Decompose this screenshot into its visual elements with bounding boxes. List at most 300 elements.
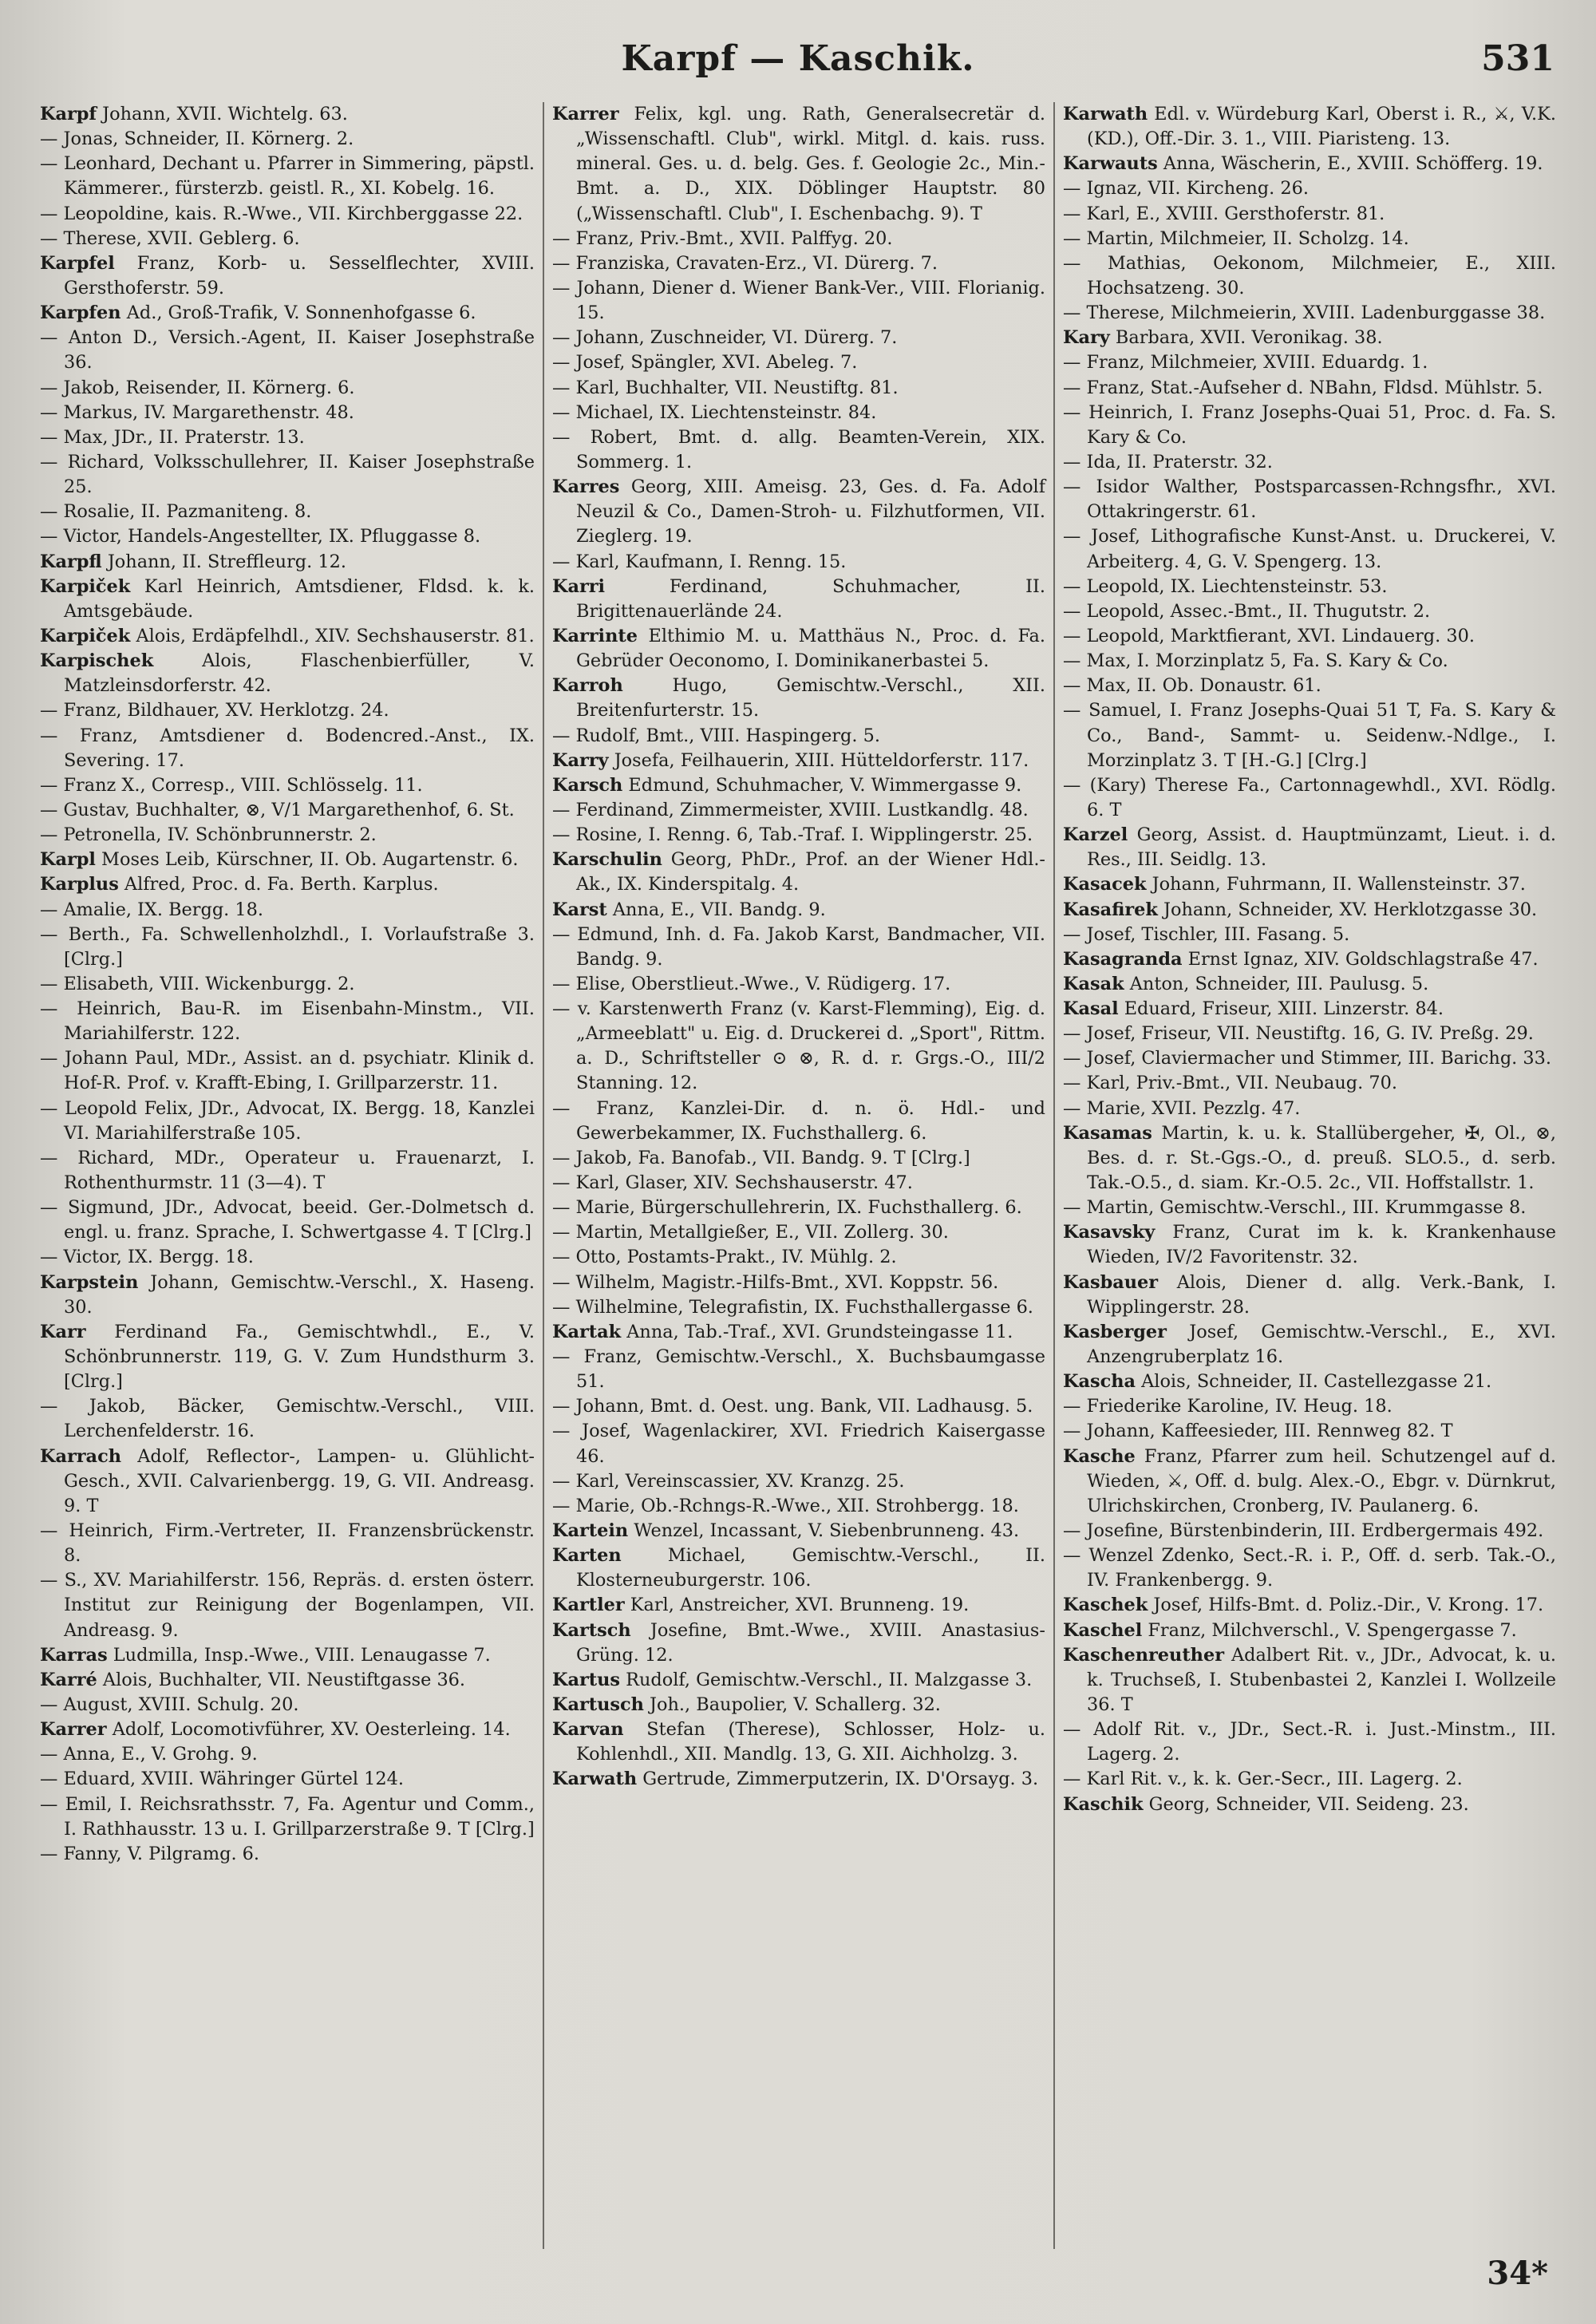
directory-entry <box>40 1271 535 1320</box>
entry-surname: Karten <box>552 1545 622 1567</box>
entry-text: — Anna, E., V. Grohg. 9. <box>40 1744 258 1765</box>
directory-entry <box>1063 1767 1556 1792</box>
directory-entry <box>40 773 535 798</box>
entry-text: Elthimio M. u. Matthäus N., Proc. d. Fa. Gebrüder Oeconomo, I. Dominikanerbastei 5. <box>576 625 1045 672</box>
entry-text: — Therese, Milchmeierin, XVIII. Ladenburggasse 38. <box>1063 302 1546 324</box>
directory-entry <box>40 1693 535 1717</box>
directory-entry <box>40 1519 535 1568</box>
directory-entry <box>40 500 535 524</box>
directory-entry <box>552 1519 1045 1543</box>
directory-entry <box>40 923 535 972</box>
directory-entry <box>552 401 1045 425</box>
entry-text: Georg, Schneider, VII. Seideng. 23. <box>1143 1793 1469 1815</box>
entry-text: — Martin, Gemischtw.-Verschl., III. Krummgasse 8. <box>1063 1197 1527 1219</box>
entry-text: — Leopold Felix, JDr., Advocat, IX. Bergg. 18, Kanzlei VI. Mariahilferstraße 105. <box>40 1097 535 1144</box>
directory-entry <box>40 1320 535 1394</box>
entry-text: — Rosalie, II. Pazmaniteng. 8. <box>40 501 312 523</box>
entry-text: — Josefine, Bürstenbinderin, III. Erdbergermais 492. <box>1063 1520 1544 1542</box>
entry-text: Josefa, Feilhauerin, XIII. Hütteldorferstr. 117. <box>608 749 1029 771</box>
directory-entry <box>40 127 535 152</box>
entry-text: — Mathias, Oekonom, Milchmeier, E., XIII. Hochsatzeng. 30. <box>1063 252 1556 298</box>
entry-surname: Karwauts <box>1063 153 1158 175</box>
entry-text: Edmund, Schuhmacher, V. Wimmergasse 9. <box>622 774 1022 796</box>
directory-entry <box>1063 1121 1556 1196</box>
entry-surname: Kasberger <box>1063 1321 1167 1342</box>
directory-entry <box>40 624 535 649</box>
directory-entry <box>1063 1792 1556 1817</box>
entry-text: Franz, Pfarrer zum heil. Schutzengel auf d. Wieden, ⚔, Off. d. bulg. Alex.-O., Ebgr. v. Dürnkrut, Ulrichskirchen, Cronberg, IV. Paulanerg. 6. <box>1087 1445 1556 1516</box>
directory-entry <box>552 898 1045 923</box>
entry-text: — Karl, Glaser, XIV. Sechshauserstr. 47. <box>552 1172 913 1194</box>
entry-text: Ferdinand, Schuhmacher, II. Brigittenauerlände 24. <box>576 575 1045 622</box>
directory-entry <box>40 575 535 624</box>
entry-text: Martin, k. u. k. Stallübergeher, ✠, Ol., ⊗, Bes. d. r. St.-Ggs.-O., d. preuß. SLO.5., d. serb. Tak.-O.5., d. siam. Kr.-O.5. 2c., VII. Hoffstallstr. 1. <box>1087 1122 1556 1194</box>
directory-entry <box>552 1767 1045 1792</box>
entry-text: — Sigmund, JDr., Advocat, beeid. Ger.-Dolmetsch d. engl. u. franz. Sprache, I. Schwertgasse 4. T [Clrg.] <box>40 1197 535 1243</box>
entry-text: — Therese, XVII. Geblerg. 6. <box>40 227 300 249</box>
entry-text: — Emil, I. Reichsrathsstr. 7, Fa. Agentur und Comm., I. Rathhausstr. 13 u. I. Grillparzerstraße 9. T [Clrg.] <box>40 1793 535 1840</box>
directory-entry <box>552 1469 1045 1494</box>
entry-text: — Johann, Kaffeesieder, III. Rennweg 82. T <box>1063 1421 1453 1442</box>
entry-surname: Karpfen <box>40 302 121 324</box>
directory-entry <box>1063 947 1556 972</box>
entry-text: Adolf, Locomotivführer, XV. Oesterleing. 14. <box>106 1719 511 1741</box>
entry-text: — Johann, Zuschneider, VI. Dürerg. 7. <box>552 327 898 349</box>
directory-entry <box>1063 1419 1556 1444</box>
entry-text: — Max, JDr., II. Praterstr. 13. <box>40 426 305 448</box>
directory-entry <box>1063 326 1556 350</box>
directory-entry <box>1063 102 1556 152</box>
entry-text: — (Kary) Therese Fa., Cartonnagewhdl., XVI. Rödlg. 6. T <box>1063 774 1556 820</box>
entry-text: — S., XV. Mariahilferstr. 156, Repräs. d. ersten österr. Institut zur Reinigung der Bogenlampen, VII. Andreasg. 9. <box>40 1570 535 1641</box>
entry-text: — Michael, IX. Liechtensteinstr. 84. <box>552 401 877 423</box>
entry-text: — Wilhelmine, Telegrafistin, IX. Fuchsthallergasse 6. <box>552 1296 1033 1318</box>
entry-surname: Karst <box>552 899 607 920</box>
directory-entry <box>552 674 1045 723</box>
directory-entry <box>40 1767 535 1792</box>
entry-surname: Kasagranda <box>1063 948 1183 970</box>
entry-text: — Karl, Priv.-Bmt., VII. Neubaug. 70. <box>1063 1073 1397 1094</box>
directory-entry <box>552 1097 1045 1146</box>
directory-entry <box>1063 599 1556 624</box>
entry-text: — Josef, Spängler, XVI. Abeleg. 7. <box>552 352 858 374</box>
entry-surname: Kartusch <box>552 1694 644 1715</box>
entry-text: — Friederike Karoline, IV. Heug. 18. <box>1063 1396 1393 1417</box>
entry-surname: Kasacek <box>1063 874 1147 895</box>
entry-text: Anna, E., VII. Bandg. 9. <box>606 899 826 920</box>
entry-text: — Otto, Postamts-Prakt., IV. Mühlg. 2. <box>552 1247 897 1268</box>
entry-text: — Max, I. Morzinplatz 5, Fa. S. Kary & Co. <box>1063 650 1448 672</box>
entry-text: — Franz, Amtsdiener d. Bodencred.-Anst., IX. Severing. 17. <box>40 725 535 771</box>
entry-text: — v. Karstenwerth Franz (v. Karst-Flemming), Eig. d. „Armeeblatt" u. Eig. d. Druckerei d. „Sport", Rittm. a. D., Schriftsteller ⊙ ⊗, R. d. r. Grgs.-O., III/2 Stanning. 12. <box>552 998 1045 1094</box>
directory-entry <box>40 1742 535 1767</box>
directory-entry <box>1063 350 1556 375</box>
entry-surname: Karpstein <box>40 1271 139 1293</box>
entry-text: — Heinrich, I. Franz Josephs-Quai 51, Proc. d. Fa. S. Kary & Co. <box>1063 401 1556 448</box>
directory-entry <box>40 450 535 500</box>
entry-text: Wenzel, Incassant, V. Siebenbrunneng. 43. <box>628 1520 1020 1542</box>
directory-entry <box>1063 176 1556 201</box>
entry-surname: Karschulin <box>552 849 662 871</box>
directory-entry <box>40 550 535 575</box>
directory-entry <box>552 1345 1045 1394</box>
entry-text: — Franziska, Cravaten-Erz., VI. Dürerg. 7. <box>552 252 938 274</box>
entry-text: Alois, Buchhalter, VII. Neustiftgasse 36. <box>97 1669 466 1690</box>
page-title: Karpf — Kaschik. <box>621 38 975 79</box>
directory-entry <box>552 1146 1045 1171</box>
directory-entry <box>552 848 1045 897</box>
entry-surname: Karri <box>552 575 606 597</box>
directory-entry <box>40 1668 535 1693</box>
entry-text: — Josef, Claviermacher und Stimmer, III. Barichg. 33. <box>1063 1048 1552 1069</box>
entry-text: — Robert, Bmt. d. allg. Beamten-Verein, XIX. Sommerg. 1. <box>552 426 1045 472</box>
directory-entry <box>40 326 535 375</box>
directory-entry <box>552 326 1045 350</box>
directory-entry <box>40 972 535 997</box>
entry-text: — Marie, Ob.-Rchngs-R.-Wwe., XII. Strohbergg. 18. <box>552 1495 1019 1516</box>
directory-entry <box>40 251 535 301</box>
entry-text: Georg, XIII. Ameisg. 23, Ges. d. Fa. Adolf Neuzil & Co., Damen-Stroh- u. Filzhutformen, VII. Zieglerg. 19. <box>576 476 1045 547</box>
entry-text: — Anton D., Versich.-Agent, II. Kaiser Josephstraße 36. <box>40 327 535 374</box>
directory-entry <box>1063 698 1556 773</box>
entry-text: — Marie, XVII. Pezzlg. 47. <box>1063 1097 1301 1119</box>
directory-entry <box>552 773 1045 798</box>
directory-entry <box>552 1394 1045 1419</box>
directory-entry <box>40 202 535 227</box>
entry-surname: Kaschek <box>1063 1595 1148 1616</box>
entry-text: Stefan (Therese), Schlosser, Holz- u. Kohlenhdl., XII. Mandlg. 13, G. XII. Aichholzg. 3. <box>576 1719 1045 1765</box>
directory-entry <box>552 798 1045 823</box>
entry-surname: Kasal <box>1063 998 1119 1020</box>
entry-text: Felix, kgl. ung. Rath, Generalsecretär d. „Wissenschaftl. Club", wirkl. Mitgl. d. kais. russ. mineral. Ges. u. d. belg. Ges. f. Geologie 2c., Min.-Bmt. a. D., XIX. Döblinger Hauptstr. 80 („Wissenschaftl. Club", I. Eschenbachg. 9). T <box>576 104 1045 224</box>
entry-surname: Kasafirek <box>1063 899 1158 920</box>
directory-entry <box>552 1717 1045 1767</box>
entry-surname: Karres <box>552 476 620 498</box>
entry-text: — Rudolf, Bmt., VIII. Haspingerg. 5. <box>552 725 880 746</box>
directory-entry <box>552 1245 1045 1270</box>
entry-text: — Elisabeth, VIII. Wickenburgg. 2. <box>40 973 355 994</box>
entry-text: — Leopold, Marktfierant, XVI. Lindauerg. 30. <box>1063 625 1475 646</box>
directory-entry <box>552 251 1045 276</box>
directory-entry <box>1063 1046 1556 1071</box>
entry-text: Johann, II. Streffleurg. 12. <box>101 551 346 572</box>
directory-entry <box>552 823 1045 848</box>
entry-text: — Franz, Kanzlei-Dir. d. n. ö. Hdl.- und Gewerbekammer, IX. Fuchsthallerg. 6. <box>552 1097 1045 1144</box>
entry-surname: Kary <box>1063 327 1110 349</box>
directory-entry <box>40 1245 535 1270</box>
directory-entry <box>1063 773 1556 823</box>
entry-text: Moses Leib, Kürschner, II. Ob. Augartenstr. 6. <box>95 849 519 871</box>
entry-surname: Karplus <box>40 874 119 895</box>
directory-entry <box>1063 1071 1556 1096</box>
entry-text: — Karl, Vereinscassier, XV. Kranzg. 25. <box>552 1470 905 1492</box>
directory-entry <box>1063 1543 1556 1593</box>
directory-entry <box>1063 1370 1556 1394</box>
entry-text: Hugo, Gemischtw.-Verschl., XII. Breitenfurterstr. 15. <box>576 675 1045 721</box>
entry-text: — Victor, IX. Bergg. 18. <box>40 1247 254 1268</box>
entry-text: Josefine, Bmt.-Wwe., XVIII. Anastasius-Grüng. 12. <box>576 1619 1045 1666</box>
directory-entry <box>40 1394 535 1444</box>
entry-text: — Richard, Volksschullehrer, II. Kaiser Josephstraße 25. <box>40 451 535 498</box>
entry-text: — Martin, Milchmeier, II. Scholzg. 14. <box>1063 227 1409 249</box>
entry-text: — Josef, Lithografische Kunst-Anst. u. Druckerei, V. Arbeiterg. 4, G. V. Spengerg. 13. <box>1063 526 1556 572</box>
entry-text: — Johann Paul, MDr., Assist. an d. psychiatr. Klinik d. Hof-R. Prof. v. Krafft-Ebing, I. Grillparzerstr. 11. <box>40 1048 535 1094</box>
entry-text: — Leonhard, Dechant u. Pfarrer in Simmering, päpstl. Kämmerer., fürsterzb. geistl. R., XI. Kobelg. 16. <box>40 153 535 200</box>
entry-surname: Karrer <box>40 1719 107 1741</box>
entry-text: — Jakob, Fa. Banofab., VII. Bandg. 9. T [Clrg.] <box>552 1147 970 1168</box>
entry-text: — Josef, Tischler, III. Fasang. 5. <box>1063 923 1350 945</box>
entry-text: Adolf, Reflector-, Lampen- u. Glühlicht-Gesch., XVII. Calvarienbergg. 19, G. VII. Andreasg. 9. T <box>64 1445 535 1516</box>
entry-text: Alois, Diener d. allg. Verk.-Bank, I. Wipplingerstr. 28. <box>1087 1271 1556 1318</box>
entry-text: — Karl, Kaufmann, I. Renng. 15. <box>552 551 847 572</box>
directory-entry <box>552 1295 1045 1320</box>
directory-entry <box>1063 1445 1556 1519</box>
entry-text: Johann, Schneider, XV. Herklotzgasse 30. <box>1157 899 1538 920</box>
entry-text: — Rosine, I. Renng. 6, Tab.-Traf. I. Wipplingerstr. 25. <box>552 824 1033 846</box>
entry-text: Anton, Schneider, III. Paulusg. 5. <box>1124 973 1429 994</box>
entry-text: — Max, II. Ob. Donaustr. 61. <box>1063 675 1321 697</box>
entry-text: Anna, Tab.-Traf., XVI. Grundsteingasse 11. <box>621 1321 1013 1342</box>
entry-text: — Karl, Buchhalter, VII. Neustiftg. 81. <box>552 377 899 398</box>
entry-text: Rudolf, Gemischtw.-Verschl., II. Malzgasse 3. <box>620 1669 1033 1690</box>
directory-entry <box>1063 1394 1556 1419</box>
entry-text: — Markus, IV. Margarethenstr. 48. <box>40 401 354 423</box>
directory-entry <box>552 1320 1045 1345</box>
entry-text: — Jonas, Schneider, II. Körnerg. 2. <box>40 128 354 150</box>
entry-text: — Karl, E., XVIII. Gersthoferstr. 81. <box>1063 203 1385 224</box>
entry-text: Franz, Curat im k. k. Krankenhause Wieden, IV/2 Favoritenstr. 32. <box>1087 1222 1556 1268</box>
entry-text: — Franz X., Corresp., VIII. Schlösselg. 11. <box>40 774 423 796</box>
entry-text: — Edmund, Inh. d. Fa. Jakob Karst, Bandmacher, VII. Bandg. 9. <box>552 923 1045 970</box>
entry-text: — Heinrich, Firm.-Vertreter, II. Franzensbrückenstr. 8. <box>40 1520 535 1567</box>
entry-surname: Karpf <box>40 104 97 125</box>
directory-entry <box>552 1593 1045 1618</box>
entry-surname: Kartler <box>552 1595 625 1616</box>
directory-entry <box>552 1171 1045 1196</box>
entry-text: Georg, PhDr., Prof. an der Wiener Hdl.-Ak., IX. Kinderspitalg. 4. <box>576 849 1045 895</box>
entry-surname: Kascha <box>1063 1371 1136 1393</box>
entry-text: — Leopoldine, kais. R.-Wwe., VII. Kirchberggasse 22. <box>40 203 523 224</box>
entry-text: Georg, Assist. d. Hauptmünzamt, Lieut. i. d. Res., III. Seidlg. 13. <box>1087 824 1556 871</box>
directory-entry <box>552 350 1045 375</box>
entry-text: Edl. v. Würdeburg Karl, Oberst i. R., ⚔, V.K. (KD.), Off.-Dir. 3. 1., VIII. Piaristeng. 13. <box>1087 104 1556 150</box>
entry-surname: Kaschik <box>1063 1793 1144 1815</box>
column-middle <box>543 102 1053 2249</box>
entry-text: — Franz, Bildhauer, XV. Herklotzg. 24. <box>40 700 389 721</box>
entry-text: Barbara, XVII. Veronikag. 38. <box>1109 327 1383 349</box>
entry-text: — Franz, Priv.-Bmt., XVII. Palffyg. 20. <box>552 227 893 249</box>
entry-text: — Franz, Milchmeier, XVIII. Eduardg. 1. <box>1063 352 1428 374</box>
entry-surname: Karsch <box>552 774 623 796</box>
directory-entry <box>40 1717 535 1742</box>
entry-surname: Kartak <box>552 1321 622 1342</box>
entry-text: Gertrude, Zimmerputzerin, IX. D'Orsayg. 3. <box>637 1769 1039 1790</box>
directory-entry <box>1063 1519 1556 1543</box>
entry-text: Ludmilla, Insp.-Wwe., VIII. Lenaugasse 7. <box>107 1644 491 1666</box>
directory-entry <box>1063 251 1556 301</box>
entry-text: Adalbert Rit. v., JDr., Advocat, k. u. k. Truchseß, I. Stubenbastei 2, Kanzlei I. Wollzeile 36. T <box>1087 1644 1556 1715</box>
entry-text: — Eduard, XVIII. Währinger Gürtel 124. <box>40 1769 405 1790</box>
entry-text: — Adolf Rit. v., JDr., Sect.-R. i. Just.-Minstm., III. Lagerg. 2. <box>1063 1719 1556 1765</box>
directory-entry <box>1063 1196 1556 1220</box>
entry-surname: Karroh <box>552 675 623 697</box>
entry-surname: Karvan <box>552 1719 624 1741</box>
entry-surname: Karry <box>552 749 609 771</box>
directory-entry <box>40 1568 535 1642</box>
directory-entry <box>552 749 1045 773</box>
entry-text: — Wenzel Zdenko, Sect.-R. i. P., Off. d. serb. Tak.-O., IV. Frankenbergg. 9. <box>1063 1545 1556 1591</box>
entry-surname: Kaschel <box>1063 1619 1143 1641</box>
directory-entry <box>1063 1643 1556 1717</box>
entry-text: — Johann, Diener d. Wiener Bank-Ver., VIII. Florianig. 15. <box>552 277 1045 324</box>
entry-text: Josef, Hilfs-Bmt. d. Poliz.-Dir., V. Krong. 17. <box>1148 1595 1544 1616</box>
entry-surname: Karrer <box>552 104 619 125</box>
directory-entry <box>552 102 1045 227</box>
entry-text: — Berth., Fa. Schwellenholzhdl., I. Vorlaufstraße 3. [Clrg.] <box>40 923 535 970</box>
entry-text: — Petronella, IV. Schönbrunnerstr. 2. <box>40 824 377 846</box>
directory-entry <box>1063 1220 1556 1270</box>
directory-entry <box>552 1668 1045 1693</box>
entry-text: Johann, Fuhrmann, II. Wallensteinstr. 37. <box>1146 874 1526 895</box>
directory-entry <box>1063 872 1556 897</box>
page-header <box>32 38 1564 94</box>
entry-surname: Karpiček <box>40 575 131 597</box>
entry-text: Johann, XVII. Wichtelg. 63. <box>97 104 348 125</box>
directory-entry <box>40 848 535 872</box>
entry-text: — Franz, Gemischtw.-Verschl., X. Buchsbaumgasse 51. <box>552 1346 1045 1393</box>
directory-entry <box>552 1220 1045 1245</box>
entry-text: — Jakob, Bäcker, Gemischtw.-Verschl., VIII. Lerchenfelderstr. 16. <box>40 1396 535 1442</box>
entry-text: — Victor, Handels-Angestellter, IX. Pfluggasse 8. <box>40 526 481 547</box>
entry-text: — Martin, Metallgießer, E., VII. Zollerg. 30. <box>552 1222 949 1243</box>
page-number: 531 <box>1481 38 1555 79</box>
directory-entry <box>1063 624 1556 649</box>
entry-text: — Samuel, I. Franz Josephs-Quai 51 T, Fa. S. Kary & Co., Band-, Sammt- u. Seidenw.-Ndlge., I. Morzinplatz 3. T [H.-G.] [Clrg.] <box>1063 700 1556 771</box>
directory-entry <box>40 524 535 549</box>
directory-entry <box>40 698 535 723</box>
entry-surname: Karwath <box>1063 104 1148 125</box>
entry-surname: Karpfl <box>40 551 102 572</box>
directory-entry <box>40 425 535 450</box>
directory-entry <box>40 1046 535 1096</box>
directory-entry <box>1063 997 1556 1022</box>
directory-entry <box>1063 1593 1556 1618</box>
entry-surname: Kasavsky <box>1063 1222 1156 1243</box>
entry-text: — Leopold, IX. Liechtensteinstr. 53. <box>1063 575 1388 597</box>
directory-entry <box>552 923 1045 972</box>
entry-text: Josef, Gemischtw.-Verschl., E., XVI. Anzengruberplatz 16. <box>1087 1321 1556 1368</box>
directory-entry <box>552 997 1045 1097</box>
directory-entry <box>552 425 1045 475</box>
entry-surname: Karpiček <box>40 625 131 646</box>
directory-entry <box>1063 202 1556 227</box>
entry-text: — Fanny, V. Pilgramg. 6. <box>40 1843 260 1864</box>
entry-text: Michael, Gemischtw.-Verschl., II. Klosterneuburgerstr. 106. <box>576 1545 1045 1591</box>
directory-entry <box>1063 649 1556 674</box>
entry-surname: Kartsch <box>552 1619 631 1641</box>
entry-text: Johann, Gemischtw.-Verschl., X. Haseng. 30. <box>64 1271 535 1318</box>
directory-entry <box>552 1693 1045 1717</box>
entry-text: — Karl Rit. v., k. k. Ger.-Secr., III. Lagerg. 2. <box>1063 1769 1463 1790</box>
directory-entry <box>552 376 1045 401</box>
directory-entry <box>552 1271 1045 1295</box>
directory-entry <box>552 724 1045 749</box>
entry-text: Alois, Flaschenbierfüller, V. Matzleinsdorferstr. 42. <box>64 650 535 697</box>
entry-text: Joh., Baupolier, V. Schallerg. 32. <box>643 1694 941 1715</box>
entry-surname: Karzel <box>1063 824 1128 846</box>
column-left <box>32 102 543 2249</box>
directory-columns <box>32 102 1564 2249</box>
directory-entry <box>1063 674 1556 698</box>
entry-surname: Kasak <box>1063 973 1124 994</box>
entry-surname: Karpischek <box>40 650 154 672</box>
directory-entry <box>40 376 535 401</box>
entry-surname: Karrinte <box>552 625 638 646</box>
directory-entry <box>552 1543 1045 1593</box>
directory-entry <box>1063 524 1556 574</box>
entry-surname: Karwath <box>552 1769 638 1790</box>
directory-entry <box>40 1196 535 1245</box>
entry-text: — Richard, MDr., Operateur u. Frauenarzt, I. Rothenthurmstr. 11 (3—4). T <box>40 1147 535 1194</box>
directory-entry <box>552 575 1045 624</box>
directory-entry <box>552 550 1045 575</box>
entry-surname: Kartus <box>552 1669 620 1690</box>
entry-text: Ferdinand Fa., Gemischtwhdl., E., V. Schönbrunnerstr. 119, G. V. Zum Hundsthurm 3. [Clrg.] <box>64 1321 535 1393</box>
directory-entry <box>1063 376 1556 401</box>
directory-entry <box>40 401 535 425</box>
directory-entry <box>40 649 535 698</box>
entry-text: Alfred, Proc. d. Fa. Berth. Karplus. <box>118 874 439 895</box>
entry-text: — Gustav, Buchhalter, ⊗, V/1 Margarethenhof, 6. St. <box>40 799 515 820</box>
entry-text: — Isidor Walther, Postsparcassen-Rchngsfhr., XVI. Ottakringerstr. 61. <box>1063 476 1556 523</box>
directory-entry <box>1063 923 1556 947</box>
directory-entry <box>40 152 535 201</box>
directory-entry <box>552 1419 1045 1468</box>
directory-entry <box>40 798 535 823</box>
entry-text: Karl, Anstreicher, XVI. Brunneng. 19. <box>624 1595 970 1616</box>
entry-text: — Ferdinand, Zimmermeister, XVIII. Lustkandlg. 48. <box>552 799 1029 820</box>
directory-entry <box>40 898 535 923</box>
entry-surname: Karpfel <box>40 252 115 274</box>
directory-entry <box>40 1643 535 1668</box>
directory-entry <box>40 227 535 251</box>
entry-text: Alois, Schneider, II. Castellezgasse 21. <box>1136 1371 1492 1393</box>
entry-surname: Kartein <box>552 1520 629 1542</box>
directory-entry <box>1063 575 1556 599</box>
directory-entry <box>40 1146 535 1196</box>
entry-text: Alois, Erdäpfelhdl., XIV. Sechshauserstr. 81. <box>130 625 535 646</box>
entry-text: — Amalie, IX. Bergg. 18. <box>40 899 264 920</box>
entry-text: — Heinrich, Bau-R. im Eisenbahn-Minstm., VII. Mariahilferstr. 122. <box>40 998 535 1045</box>
directory-entry <box>40 823 535 848</box>
entry-text: — Leopold, Assec.-Bmt., II. Thugutstr. 2. <box>1063 600 1431 622</box>
directory-entry <box>1063 898 1556 923</box>
entry-text: — Josef, Friseur, VII. Neustiftg. 16, G. IV. Preßg. 29. <box>1063 1023 1534 1045</box>
directory-entry <box>1063 475 1556 524</box>
entry-text: Ad., Groß-Trafik, V. Sonnenhofgasse 6. <box>120 302 476 324</box>
entry-surname: Kasbauer <box>1063 1271 1159 1293</box>
directory-entry <box>1063 450 1556 475</box>
directory-entry <box>1063 1618 1556 1643</box>
directory-entry <box>1063 823 1556 872</box>
entry-text: — Ida, II. Praterstr. 32. <box>1063 451 1273 472</box>
directory-entry <box>1063 1097 1556 1121</box>
entry-surname: Kasamas <box>1063 1122 1152 1144</box>
directory-entry <box>40 724 535 773</box>
directory-entry <box>40 1445 535 1519</box>
directory-entry <box>1063 152 1556 176</box>
column-right <box>1053 102 1564 2249</box>
